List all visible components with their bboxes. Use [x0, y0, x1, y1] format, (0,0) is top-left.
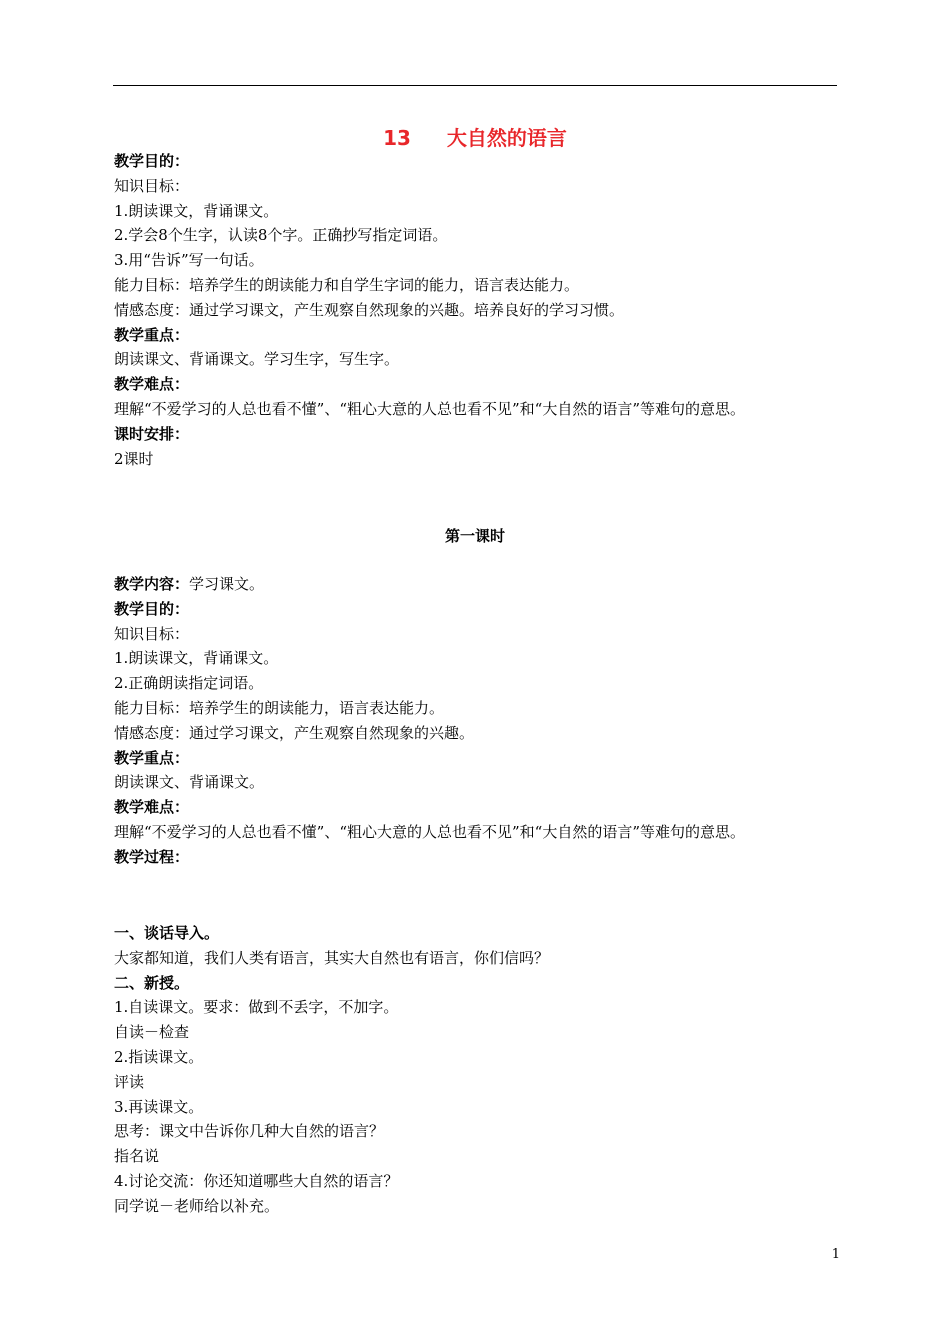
process-step: 2.指读课文。: [114, 1047, 204, 1066]
schedule-text: 2课时: [114, 449, 154, 468]
knowledge-item: 1.朗读课文，背诵课文。: [114, 201, 279, 220]
process-step: 自读－检查: [114, 1023, 190, 1042]
goals-heading: 教学目的：: [114, 152, 190, 170]
focus-text: 朗读课文、背诵课文。: [114, 773, 265, 792]
schedule-heading: 课时安排：: [114, 424, 190, 443]
knowledge-item: 3.用“告诉”写一句话。: [114, 251, 264, 270]
process-step: 1.自读课文。要求：做到不丢字，不加字。: [114, 998, 399, 1017]
attitude-goal: 情感态度：通过学习课文，产生观察自然现象的兴趣。培养良好的学习习惯。: [114, 300, 625, 319]
lesson-title-text: 大自然的语言: [446, 126, 567, 150]
attitude-goal: 情感态度：通过学习课文，产生观察自然现象的兴趣。: [114, 723, 475, 742]
ability-goal: 能力目标：培养学生的朗读能力和自学生字词的能力，语言表达能力。: [114, 275, 580, 294]
focus-heading: 教学重点：: [114, 748, 190, 767]
focus-heading: 教学重点：: [114, 325, 190, 344]
process-step: 指名说: [114, 1147, 160, 1166]
header-rule: [113, 85, 837, 86]
difficulty-text: 理解“不爱学习的人总也看不懂”、“粗心大意的人总也看不见”和“大自然的语言”等难句的意思。: [114, 399, 746, 418]
content-value: 学习课文。: [189, 575, 265, 593]
goals-heading: 教学目的：: [114, 599, 190, 618]
difficulty-heading: 教学难点：: [114, 798, 190, 817]
part1-heading: 一、谈话导入。: [114, 924, 220, 942]
lesson-title: [0, 124, 950, 152]
part1-text: 大家都知道，我们人类有语言，其实大自然也有语言，你们信吗？: [114, 948, 550, 967]
lesson-number: 13: [383, 126, 411, 150]
content-line: [114, 572, 838, 597]
knowledge-item: 2.正确朗读指定词语。: [114, 674, 264, 693]
process-heading: 教学过程：: [114, 847, 190, 866]
page-number: 1: [831, 1247, 840, 1262]
session1-section: [114, 572, 838, 870]
knowledge-item: 1.朗读课文，背诵课文。: [114, 649, 279, 668]
difficulty-text: 理解“不爱学习的人总也看不懂”、“粗心大意的人总也看不见”和“大自然的语言”等难句的意思。: [114, 822, 746, 841]
process-step: 同学说－老师给以补充。: [114, 1196, 280, 1215]
knowledge-heading: 知识目标：: [114, 176, 190, 195]
process-step: 4.讨论交流：你还知道哪些大自然的语言？: [114, 1171, 399, 1190]
content-label: 教学内容：: [114, 575, 190, 593]
knowledge-heading: 知识目标：: [114, 624, 190, 643]
part2-heading: 二、新授。: [114, 973, 190, 992]
focus-text: 朗读课文、背诵课文。学习生字，写生字。: [114, 350, 400, 369]
intro-section: [114, 149, 838, 471]
process-section: [114, 921, 838, 1219]
process-step: 评读: [114, 1072, 145, 1091]
difficulty-heading: 教学难点：: [114, 375, 190, 394]
process-step: 思考：课文中告诉你几种大自然的语言？: [114, 1122, 385, 1141]
process-step: 3.再读课文。: [114, 1097, 204, 1116]
session-heading: 第一课时: [444, 527, 505, 545]
knowledge-item: 2.学会8个生字，认读8个字。正确抄写指定词语。: [114, 226, 448, 245]
ability-goal: 能力目标：培养学生的朗读能力，语言表达能力。: [114, 698, 445, 717]
